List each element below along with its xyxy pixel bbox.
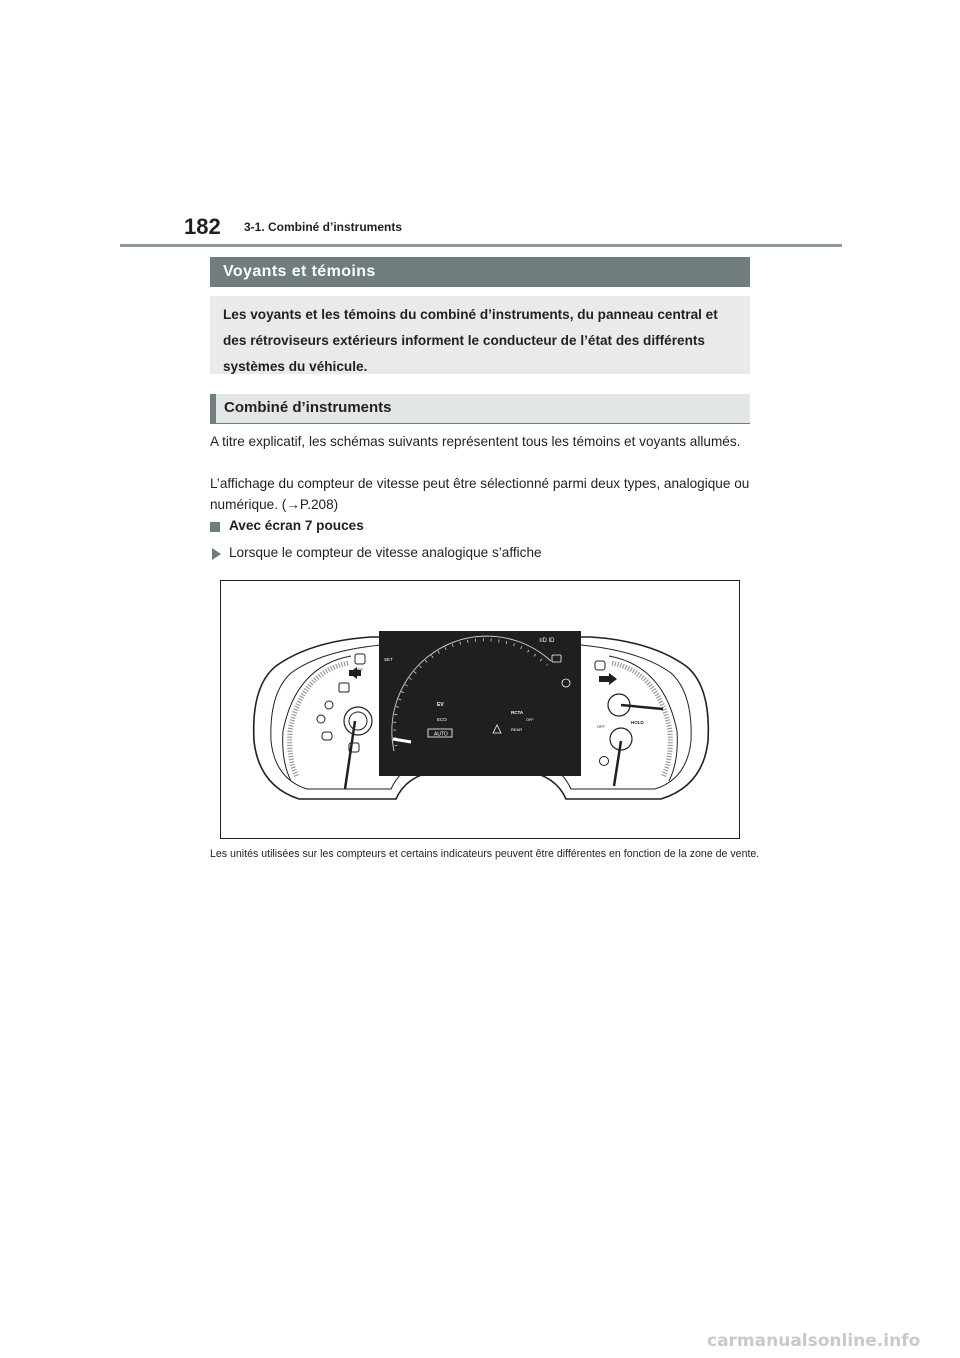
section-header: 3-1. Combiné d’instruments [244, 220, 403, 234]
bullet-subheading: Lorsque le compteur de vitesse analogique s’affiche [229, 545, 542, 560]
driver-assist-icon [355, 654, 365, 664]
bullet-heading: Avec écran 7 pouces [229, 518, 364, 533]
intro-text: Les voyants et les témoins du combiné d’instruments, du panneau central et des rétroviseurs extérieurs informent le conducteur de l’état des différents systèmes du véhicule. [223, 307, 718, 374]
intro-box [210, 296, 750, 374]
instrument-cluster-figure [220, 580, 740, 839]
label-eco: ECO [437, 717, 447, 722]
page-title: Voyants et témoins [210, 257, 750, 287]
label-rcta: RCTA [511, 710, 524, 715]
triangle-bullet-icon [212, 548, 221, 560]
headlight-icons: ≡D ID [539, 638, 555, 644]
fuel-icon [339, 683, 349, 692]
temperature-icon [600, 757, 609, 766]
left-gauge-hub [344, 707, 372, 735]
label-rear: REAR [511, 727, 523, 732]
center-screen [379, 631, 581, 776]
right-turn-arrow-stem [599, 676, 611, 682]
label-hold: HOLD [631, 720, 644, 725]
label-off-screen: OFF [526, 718, 534, 722]
header-rule [120, 244, 842, 247]
seatbelt-icon [325, 701, 333, 709]
label-off-left: OFF [355, 667, 363, 672]
paragraph: L’affichage du compteur de vitesse peut être sélectionné parmi deux types, analogique ou numérique. (→P.208) [210, 476, 750, 512]
square-bullet-icon [210, 522, 220, 532]
abs-icon [595, 661, 605, 670]
left-gauge-scale [290, 663, 348, 777]
paragraph: A titre explicatif, les schémas suivants représentent tous les témoins et voyants allumés. [210, 434, 741, 449]
label-auto: AUTO [434, 731, 448, 738]
brake-icon [322, 732, 332, 740]
figure-caption: Les unités utilisées sur les compteurs et certains indicateurs peuvent être différentes en fonction de la zone de vente. [210, 848, 760, 860]
label-off-right: OFF [597, 724, 605, 729]
airbag-icon [317, 715, 325, 723]
subheading: Combiné d’instruments [210, 394, 750, 424]
label-set: SET [384, 657, 393, 662]
watermark: carmanualsonline.info [707, 1331, 921, 1351]
instrument-cluster-illustration [221, 581, 739, 838]
page-number: 182 [184, 214, 221, 239]
label-ev: EV [437, 702, 444, 708]
